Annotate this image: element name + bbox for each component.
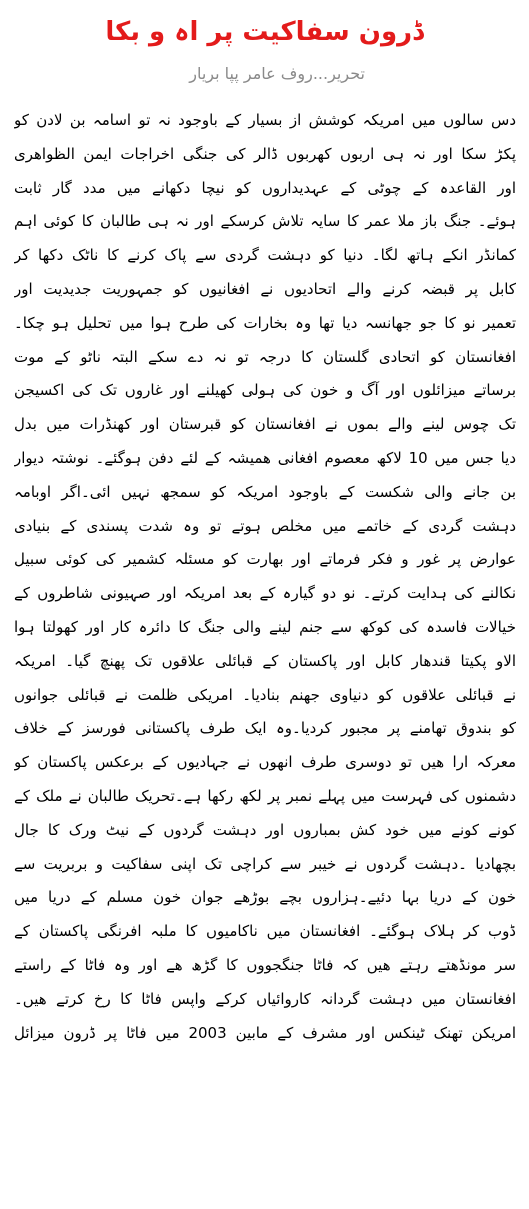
article-line: نے قبائلی علاقوں کو دنیاوی جھنم بنادیا۔ امریکی ظلمت نے قبائلی جوانوں xyxy=(14,685,516,704)
article-line: امریکن تھنک ٹینکس اور مشرف کے مابین 2003 میں فاٹا پر ڈرون میزائل xyxy=(14,1023,516,1042)
article-line: دیا جس میں 10 لاکھ معصوم افغانی ھمیشہ کے لئے دفن ہوگئے۔ نوشتہ دیوار xyxy=(14,448,516,467)
article-line: تک چوس لینے والے بموں نے افغانستان کو قبرستان اور کھنڈرات میں بدل xyxy=(14,415,516,434)
article-line: دہشت گردی کے خاتمے میں مخلص ہوتے تو وہ شدت پسندی کے بنیادی xyxy=(14,516,516,535)
article-line: سر مونڈھتے رہتے ھیں کہ فاٹا جنگجووں کا گڑھ ھے اور وہ فاٹا کے راستے xyxy=(14,955,516,974)
article-line: برساتے میزائلوں اور آگ و خون کی ہولی کھیلنے اور غاروں تک کی اکسیجن xyxy=(14,381,516,400)
article-line: بن جانے والی شکست کے باوجود امریکہ کو سمجھ نہیں ائی۔اگر اوبامہ xyxy=(14,482,516,501)
article-line: کونے کونے میں خود کش بمباروں اور دہشت گردوں کے نیٹ ورک کا جال xyxy=(14,820,516,839)
article-line: کو بندوق تھامنے پر مجبور کردیا۔وہ ایک طرف پاکستانی فورسز کے خلاف xyxy=(14,719,516,738)
article-line: دشمنوں کی فہرست میں پہلے نمبر پر لکھ رکھا ہے۔تحریک طالبان نے ملک کے xyxy=(14,786,516,805)
article-line: خیالات فاسدہ کی کوکھ سے جنم لینے والی جنگ کا دائرہ کار اور کھولتا ہوا xyxy=(14,617,516,636)
article-line: کابل پر قبضہ کرنے والے اتحادیوں نے افغانیوں کو جمہوریت جدیدیت اور xyxy=(14,279,516,298)
article-line: عوارض پر غور و فکر فرماتے اور بھارت کو مسئلہ کشمیر کی کوئی سبیل xyxy=(14,550,516,569)
article-line: الاو پکیتا قندھار کابل اور پاکستان کے قبائلی علاقوں تک پھنچ گیا۔ امریکہ xyxy=(14,651,516,670)
article-line: افغانستان میں دہشت گردانہ کاروائیاں کرکے واپس فاٹا کا رخ کرتے ھیں۔ xyxy=(14,989,516,1008)
article-line: کمانڈر انکے ہاتھ لگا۔ دنیا کو دہشت گردی سے پاک کرنے کا ناٹک دکھا کر xyxy=(14,246,516,265)
article-body xyxy=(14,104,516,1050)
article-line: خون کے دریا بہا دئیے۔ہزاروں بچے بوڑھے جوان خون مسلم کے دریا میں xyxy=(14,888,516,907)
article-line: افغانستان کو اتحادی گلستان کا درجہ تو نہ دے سکے البتہ ناٹو کے موت xyxy=(14,347,516,366)
article-line: دس سالوں میں امریکہ کوشش از بسیار کے باوجود نہ تو اسامہ بن لادن کو xyxy=(14,111,516,129)
article-author: تحریر...روف عامر پپا بریار xyxy=(189,64,365,83)
article-line: تعمیر نو کا جو جھانسہ دیا تھا وہ بخارات کی طرح ہوا میں تحلیل ہو چکا۔ xyxy=(14,313,516,332)
article-line: ہوئے۔ جنگ باز ملا عمر کا سایہ تلاش کرسکے اور نہ ہی طالبان کا کوئی اہم xyxy=(14,212,516,231)
article-line: معرکہ ارا ھیں تو دوسری طرف انھوں نے جہادیوں کے برعکس پاکستان کو xyxy=(14,753,516,772)
article-line: پکڑ سکا اور نہ ہی اربوں کھربوں ڈالر کی جنگی اخراجات ایمن الظواھری xyxy=(14,144,516,163)
article-line: ڈوب کر ہلاک ہوگئے۔ افغانستان میں ناکامیوں کا ملبہ افرنگی پاکستان کے xyxy=(14,922,516,941)
article-line: نکالنے کی ہدایت کرتے۔ نو دو گیارہ کے بعد امریکہ اور صہیونی شاطروں کے xyxy=(14,584,516,603)
article-line: اور القاعدہ کے چوٹی کے عہدیداروں کو نیچا دکھانے میں مدد گار ثابت xyxy=(14,178,516,197)
article-title: ڈرون سفاکیت پر اہ و بکا xyxy=(105,17,424,47)
article-line: بچھادیا ۔دہشت گردوں نے خیبر سے کراچی تک اپنی سفاکیت و بربریت سے xyxy=(14,854,516,873)
